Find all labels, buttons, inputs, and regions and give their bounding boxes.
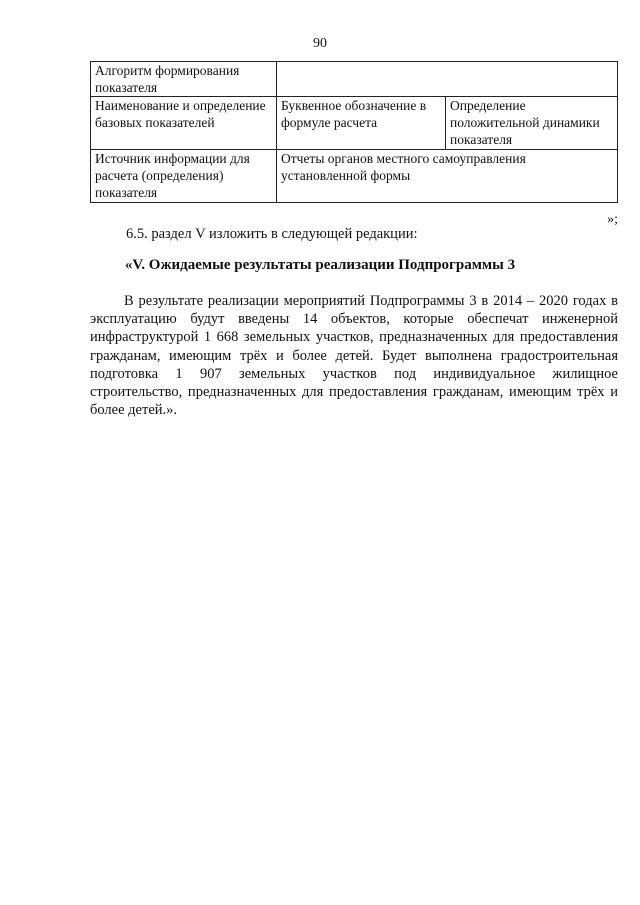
body-paragraph: В результате реализации мероприятий Подпрограммы 3 в 2014 – 2020 годах в эксплуатацию будут введены 14 объектов, которые обеспечат инженерной инфраструктурой 1 668 земельных участков, предназначенных для предоставления гражданам, имеющим трёх и более детей. Будет выполнена градостроительная подготовка 1 907 земельных участков под индивидуальное жилищное строительство, предназначенных для предоставления гражданам, имеющим трёх и более детей.». [90, 293, 618, 419]
table-row [91, 150, 618, 203]
table-cell: Буквенное обозначение в формуле расчета [277, 97, 446, 150]
indicator-table [90, 61, 618, 203]
table-cell [277, 62, 618, 97]
table-cell: Определение положительной динамики показателя [446, 97, 618, 150]
closing-quote-mark: »; [607, 212, 618, 227]
section-heading: «V. Ожидаемые результаты реализации Подпрограммы 3 [124, 257, 516, 273]
table-row [91, 62, 618, 97]
table-cell: Источник информации для расчета (определения) показателя [91, 150, 277, 203]
page-number: 90 [313, 36, 327, 51]
table-cell: Отчеты органов местного самоуправления установленной формы [277, 150, 618, 203]
table-cell: Алгоритм формирования показателя [91, 62, 277, 97]
table-row [91, 97, 618, 150]
table-cell: Наименование и определение базовых показателей [91, 97, 277, 150]
section-instruction: 6.5. раздел V изложить в следующей редакции: [126, 226, 418, 242]
